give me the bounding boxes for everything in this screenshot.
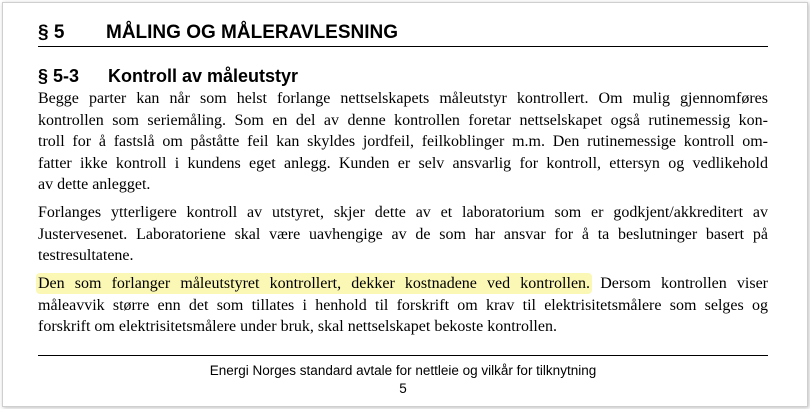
paragraph-1 [38,88,768,196]
line-continuation: Dersom kontrollen viser [590,275,768,292]
document-page [38,0,768,409]
paragraph-3 [38,273,768,338]
paragraph-line: Forlanges ytterligere kontroll av utstyret, skjer dette av et laboratorium som er godkjent/akkreditert av [38,204,768,221]
paragraph-line: kontrollen som seriemåling. Som en del av denne kontrollen foretar nettselskapet også rutinemessig kon- [38,111,768,129]
subsection-title: Kontroll av måleutstyr [108,66,299,86]
paragraph-line [38,273,768,295]
section-number: § 5 [38,22,65,43]
paragraph-2 [38,202,768,267]
paragraph-line: testresultatene. [38,247,134,264]
subsection-heading [38,64,298,88]
paragraph-line: forskrift om elektrisitetsmålere under bruk, skal nettselskapet bekoste kontrollen. [38,318,557,335]
paragraph-line: Justervesenet. Laboratoriene skal være uavhengige av de som har ansvar for å ta beslutninger basert på [38,225,768,243]
page-number: 5 [399,381,407,396]
footer-divider [38,355,768,356]
paragraph-line: av dette anlegget. [38,176,151,193]
paragraph-line: måleavvik større enn det som tillates i henhold til forskrift om krav til elektrisitetsmålere som selges og [38,296,768,314]
section-heading [38,20,768,47]
subsection-number: § 5-3 [38,66,80,86]
highlighted-sentence: Den som forlanger måleutstyret kontrollert, dekker kostnadene ved kontrollen. [38,275,591,292]
footer-title: Energi Norges standard avtale for nettleie og vilkår for tilknytning [209,363,597,378]
paragraph-line: Begge parter kan når som helst forlange nettselskapets måleutstyr kontrollert. Om mulig gjennomføres [38,90,768,107]
paragraph-line: fatter ikke kontroll i kundens eget anlegg. Kunden er selv ansvarlig for kontroll, ettersyn og vedlikehold [38,154,768,172]
section-title: MÅLING OG MÅLERAVLESNING [106,22,399,43]
paragraph-line: troll for å fastslå om påståtte feil kan skyldes jordfeil, feilkoblinger m.m. Den rutinemessige kontroll om- [38,133,768,150]
